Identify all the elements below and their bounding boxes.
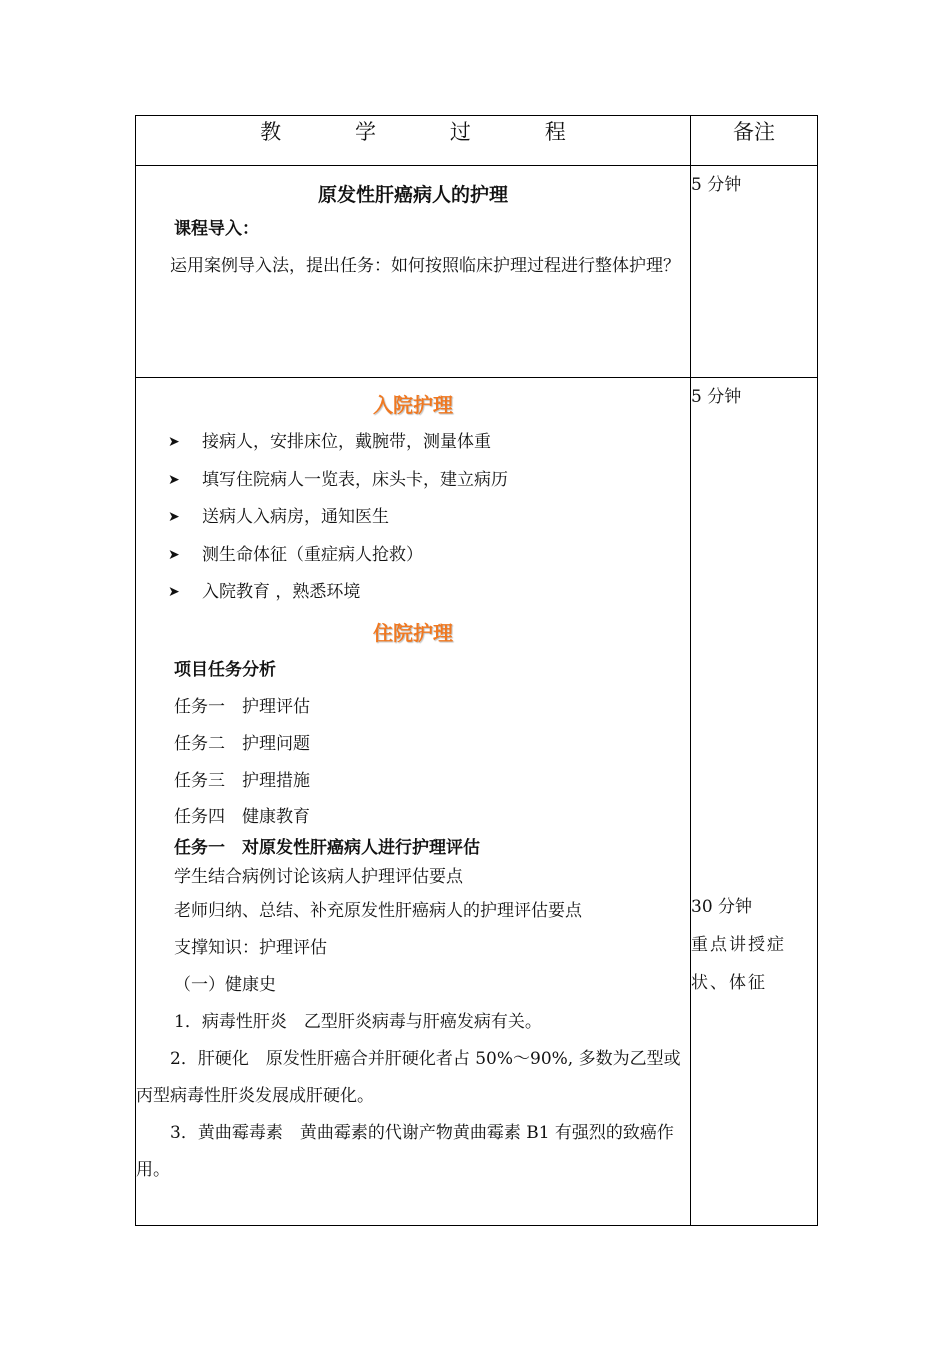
table-header-row [136, 116, 818, 166]
task-item: 任务三 护理措施 [174, 770, 310, 791]
arrow-bullet-icon: ➤ [168, 434, 180, 450]
task-item: 任务四 健康教育 [174, 806, 310, 827]
task-list [136, 689, 690, 835]
arrow-bullet-icon: ➤ [168, 584, 180, 600]
note-focus: 重点讲授症状、体征 [691, 935, 786, 993]
note-cell [691, 166, 818, 378]
arrow-bullet-icon: ➤ [168, 471, 180, 488]
lesson-title: 原发性肝癌病人的护理 [317, 184, 508, 206]
intro-text: 运用案例导入法，提出任务：如何按照临床护理过程进行整体护理？ [170, 256, 680, 276]
inpatient-heading: 住院护理 [373, 620, 453, 645]
note-time: 5 分钟 [691, 387, 742, 407]
paragraph-cirrhosis: 2．肝硬化 原发性肝癌合并肝硬化者占 50%～90%, 多数为乙型或丙型病毒性肝炎发展成肝硬化。 [136, 1048, 681, 1106]
list-item: ➤ 送病人入病房，通知医生 [168, 499, 690, 537]
arrow-bullet-icon: ➤ [168, 546, 180, 563]
header-notes: 备注 [691, 116, 818, 166]
paragraph-aflatoxin: 3．黄曲霉毒素 黄曲霉素的代谢产物黄曲霉素 B1 有强烈的致癌作用。 [136, 1122, 674, 1180]
task1-line: 学生结合病例讨论该病人护理评估要点 [174, 866, 463, 887]
intro-cell [136, 166, 691, 378]
arrow-bullet-icon: ➤ [168, 509, 180, 525]
main-cell [136, 378, 691, 1226]
table-row [136, 166, 818, 378]
task1-heading: 任务一 对原发性肝癌病人进行护理评估 [174, 837, 480, 858]
task1-body [136, 861, 690, 1041]
header-process: 教 学 过 程 [136, 116, 691, 166]
list-item: ➤ 入院教育 ，熟悉环境 [168, 574, 690, 612]
list-item: ➤ 测生命体征（重症病人抢救） [168, 537, 690, 575]
note-time: 5 分钟 [691, 175, 742, 195]
task1-line: 老师归纳、总结、补充原发性肝癌病人的护理评估要点 [174, 900, 582, 921]
analysis-label: 项目任务分析 [174, 659, 276, 680]
admission-heading: 入院护理 [373, 393, 453, 417]
note-cell [691, 378, 818, 1226]
list-item: ➤ 填写住院病人一览表，床头卡，建立病历 [168, 462, 690, 500]
table-row [136, 378, 818, 1226]
list-item: ➤ 接病人，安排床位，戴腕带，测量体重 [168, 424, 690, 462]
task1-line: 1．病毒性肝炎 乙型肝炎病毒与肝癌发病有关。 [174, 1011, 542, 1032]
task-item: 任务二 护理问题 [174, 733, 310, 754]
task1-line: （一）健康史 [174, 974, 276, 995]
intro-label: 课程导入： [174, 219, 259, 239]
note-time: 30 分钟 [691, 897, 753, 917]
admission-list [136, 424, 690, 612]
task-item: 任务一 护理评估 [174, 696, 310, 717]
lesson-plan-table [135, 115, 818, 1226]
task1-line: 支撑知识：护理评估 [174, 937, 327, 958]
